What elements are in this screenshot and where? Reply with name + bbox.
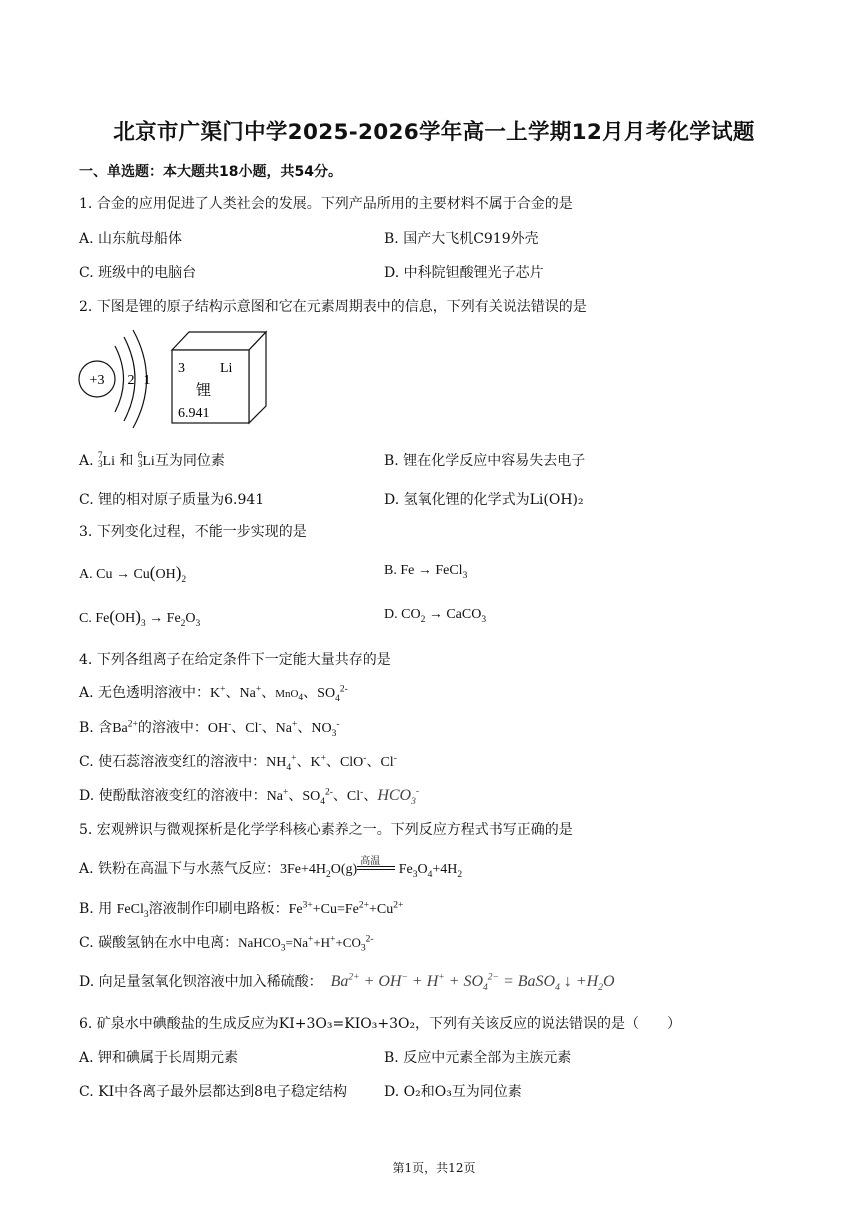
q5-option-a: A. 铁粉在高温下与水蒸气反应：$3Fe+4H_2O(g)$ 高温 $Fe_3O_4+4H_2$ xyxy=(79,858,462,878)
q2-option-d: D. 氢氧化锂的化学式为Li(OH)₂ xyxy=(384,492,584,508)
reaction-condition: 高温 xyxy=(360,856,381,867)
electron-shell-arc-1 xyxy=(115,346,124,412)
q2-option-a: A. 7 3Li 和 6 3Li互为同位素 xyxy=(79,450,225,469)
page-footer: 第1页，共12页 xyxy=(392,1161,476,1175)
q2-stem: 2. 下图是锂的原子结构示意图和它在元素周期表中的信息，下列有关说法错误的是 xyxy=(79,299,587,315)
q3-option-c: C. $Fe(OH)_3 \to Fe_2O_3$ xyxy=(79,607,201,629)
q3-option-b: B. Fe → FeCl$_3$ xyxy=(384,563,468,581)
page-title: 北京市广渠门中学2025-2026学年高一上学期12月月考化学试题 xyxy=(113,120,755,145)
q5-stem: 5. 宏观辨识与微观探析是化学学科核心素养之一。下列反应方程式书写正确的是 xyxy=(79,822,573,838)
q4-option-d: D. 使酚酞溶液变红的溶液中：Na+、$SO_4^{2-}$、Cl-、$HCO_3^-$ xyxy=(79,786,420,808)
q6-stem: 6. 矿泉水中碘酸盐的生成反应为KI+3O₃=KIO₃+3O₂，下列有关该反应的说法错误的是（ ） xyxy=(79,1016,682,1032)
atom-structure-diagram xyxy=(79,330,151,428)
section-heading: 一、单选题：本大题共18小题，共54分。 xyxy=(79,164,342,180)
q1-option-c: C. 班级中的电脑台 xyxy=(79,265,197,281)
q1-stem: 1. 合金的应用促进了人类社会的发展。下列产品所用的主要材料不属于合金的是 xyxy=(79,196,573,212)
atomic-mass: 6.941 xyxy=(178,406,210,421)
q3-option-a: A. $Cu \to Cu(OH)_2$ xyxy=(79,563,187,585)
shell-1-electrons: 2 xyxy=(127,373,135,388)
q6-option-c: C. KI中各离子最外层都达到8电子稳定结构 xyxy=(79,1084,348,1100)
element-symbol: Li xyxy=(220,361,233,376)
q5-option-d: D. 向足量氢氧化钡溶液中加入稀硫酸： $Ba^{2+} + OH^- + H^+ + SO_4^{2-}$ = BaSO$_4$ ↓ $+H_2O$ xyxy=(79,972,615,994)
q1-option-d: D. 中科院钽酸锂光子芯片 xyxy=(384,265,544,281)
atomic-number: 3 xyxy=(178,361,185,376)
q5-option-c: C. 碳酸氢钠在水中电离：$NaHCO_3=Na^++H^++CO_3^{2-}$ xyxy=(79,934,374,954)
q4-option-b: B. 含$Ba^{2+}$的溶液中：OH-、Cl-、Na+、$NO_3^-$ xyxy=(79,719,340,739)
lithium-diagram xyxy=(74,326,274,430)
q1-option-b: B. 国产大飞机C919外壳 xyxy=(384,231,539,247)
q3-stem: 3. 下列变化过程，不能一步实现的是 xyxy=(79,524,307,540)
nucleus-charge: +3 xyxy=(89,373,105,388)
periodic-table-cell xyxy=(172,332,266,423)
shell-2-electrons: 1 xyxy=(143,373,151,388)
q4-stem: 4. 下列各组离子在给定条件下一定能大量共存的是 xyxy=(79,652,391,668)
q6-option-d: D. O₂和O₃互为同位素 xyxy=(384,1084,522,1100)
q2-option-c: C. 锂的相对原子质量为6.941 xyxy=(79,492,265,508)
q1-option-a: A. 山东航母船体 xyxy=(79,231,183,247)
q6-option-a: A. 钾和碘属于长周期元素 xyxy=(79,1050,239,1066)
q4-option-a: A. 无色透明溶液中：K+、Na+、MnO$_4$、$SO_4^{2-}$ xyxy=(79,684,348,704)
q4-option-c: C. 使石蕊溶液变红的溶液中：$NH_4^+$、K+、ClO-、Cl- xyxy=(79,753,397,773)
q3-option-d: D. $CO_2$ → CaCO$_3$ xyxy=(384,607,487,625)
q6-option-b: B. 反应中元素全部为主族元素 xyxy=(384,1050,572,1066)
element-name: 锂 xyxy=(196,381,212,399)
q5-option-b: B. 用 FeCl$_3$溶液制作印刷电路板：$Fe^{3+}+Cu=Fe^{2+}+Cu^{2+}$ xyxy=(79,900,404,920)
q2-option-b: B. 锂在化学反应中容易失去电子 xyxy=(384,453,586,469)
